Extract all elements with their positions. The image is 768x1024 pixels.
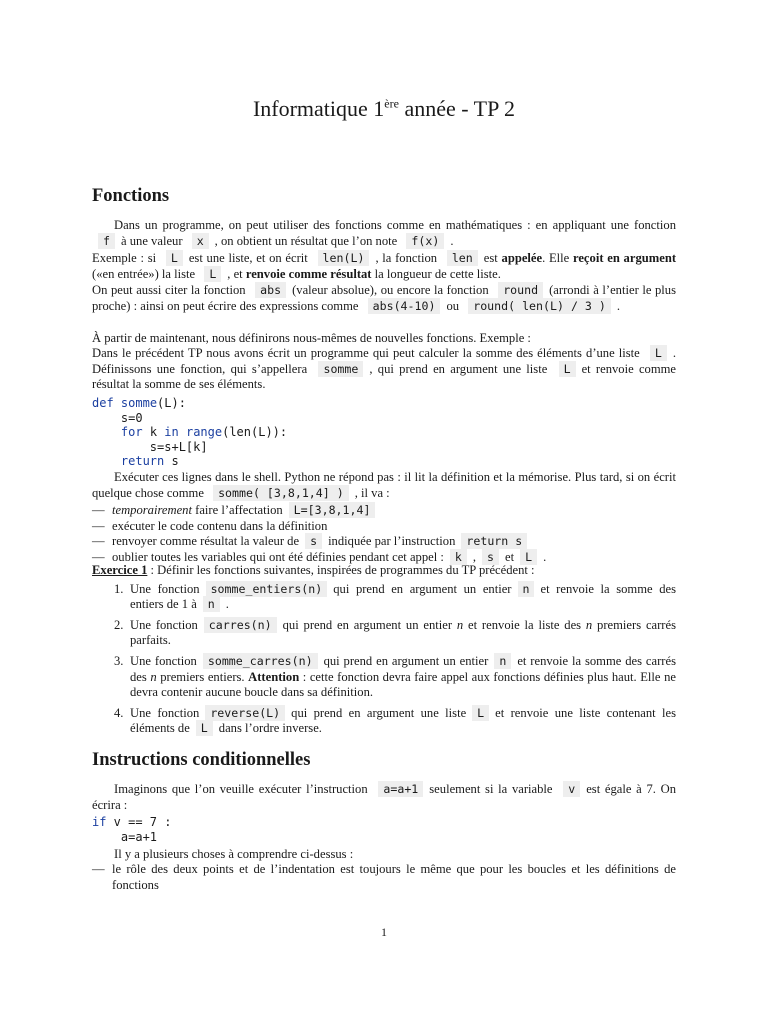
- exercise-header: Exercice 1 : Définir les fonctions suivantes, inspirées de programmes du TP précédent :: [92, 563, 535, 577]
- list-steps: [92, 503, 676, 565]
- section-heading-conditions: Instructions conditionnelles: [92, 750, 311, 770]
- code-a-increment: a=a+1: [378, 781, 423, 797]
- paragraph-example-len: Exemple : si L est une liste, et on écrit len(L) , la fonction len est appelée. Elle reçoit en argument («en entrée») la liste L , et renvoie comme résultat la longueur de cette liste.: [92, 251, 677, 281]
- list-item: — oublier toutes les variables qui ont été définies pendant cet appel : k , s et L .: [92, 550, 676, 566]
- code-len: len: [447, 250, 478, 266]
- code-function-name: somme_carres(n): [203, 653, 318, 669]
- paragraph-conditions-intro: Imaginons que l’on veuille exécuter l’instruction a=a+1 seulement si la variable v est égale à 7. On écrira :: [92, 782, 677, 812]
- title-text: Informatique 1: [252, 96, 385, 121]
- code-function-name: somme_entiers(n): [206, 581, 328, 597]
- list-item: — renvoyer comme résultat la valeur de s indiquée par l’instruction return s: [92, 534, 676, 550]
- page-number: 1: [381, 925, 387, 939]
- paragraph-somme-intro: Dans le précédent TP nous avons écrit un programme qui peut calculer la somme des éléments d’une liste L . Définissons une fonction, qui s’appellera somme , qui prend en argument une liste L et renvoie comme résultat la somme de ses éléments.: [92, 346, 677, 392]
- list-item: — exécuter le code contenu dans la définition: [92, 519, 676, 535]
- code-abs: abs: [255, 282, 286, 298]
- list-remarks: [92, 862, 676, 893]
- code-block-if: if v == 7 : a=a+1: [92, 815, 172, 844]
- code-fx: f(x): [406, 233, 444, 249]
- title-superscript: ère: [384, 96, 399, 111]
- title-suffix: année - TP 2: [398, 96, 516, 121]
- code-s: s: [482, 549, 499, 565]
- paragraph-remarks: Il y a plusieurs choses à comprendre ci-dessus :: [114, 847, 354, 861]
- code-function-name: carres(n): [204, 617, 277, 633]
- page-title: [0, 96, 768, 122]
- code-function-name: reverse(L): [205, 705, 285, 721]
- code-abs-example: abs(4-10): [368, 298, 441, 314]
- code-somme: somme: [318, 361, 363, 377]
- code-L: L: [166, 250, 183, 266]
- code-s: s: [305, 533, 322, 549]
- code-affectation: L=[3,8,1,4]: [289, 502, 376, 518]
- code-round: round: [498, 282, 543, 298]
- code-f: f: [98, 233, 115, 249]
- code-k: k: [450, 549, 467, 565]
- code-L: L: [559, 361, 576, 377]
- code-L: L: [520, 549, 537, 565]
- code-L: L: [650, 345, 667, 361]
- code-lenL: len(L): [318, 250, 370, 266]
- code-v: v: [563, 781, 580, 797]
- exercise-1: [92, 563, 676, 742]
- paragraph-execute: Exécuter ces lignes dans le shell. Python ne répond pas : il lit la définition et la mémorise. Plus tard, si on écrit quelque chose comme somme( [3,8,1,4] ) , il va :: [92, 470, 676, 500]
- list-item: — le rôle des deux points et de l’indentation est toujours le même que pour les boucles et les définitions de fonctions: [92, 862, 676, 893]
- exercise-item: 1. Une fonction somme_entiers(n) qui prend en argument un entier n et renvoie la somme des entiers de 1 à n .: [114, 581, 676, 612]
- code-somme-call: somme( [3,8,1,4] ): [213, 485, 349, 501]
- code-L: L: [204, 266, 221, 282]
- paragraph-intro: Dans un programme, on peut utiliser des fonctions comme en mathématiques : en appliquant une fonction f à une valeur x , on obtient un résultat que l’on note f(x) .: [92, 218, 676, 249]
- exercise-item: 3. Une fonction somme_carres(n) qui prend en argument un entier n et renvoie la somme des carrés des n premiers entiers. Attention : cette fonction devra faire appel aux fonctions définies plus haut. Elle ne devra contenir aucune boucle dans sa définition.: [114, 653, 676, 700]
- code-x: x: [192, 233, 209, 249]
- list-item: — temporairement faire l’affectation L=[3,8,1,4]: [92, 503, 676, 519]
- paragraph-abs-round: On peut aussi citer la fonction abs (valeur absolue), ou encore la fonction round (arrondi à l’entier le plus proche) : ainsi on peut écrire des expressions comme abs(4-10) ou round( len(L) / 3 ) .: [92, 283, 676, 313]
- paragraph-definitions: À partir de maintenant, nous définirons nous-mêmes de nouvelles fonctions. Exemple :: [92, 331, 531, 345]
- exercise-item: 4. Une fonction reverse(L) qui prend en argument une liste L et renvoie une liste contenant les éléments de L dans l’ordre inverse.: [114, 705, 676, 736]
- exercise-item: 2. Une fonction carres(n) qui prend en argument un entier n et renvoie la liste des n premiers carrés parfaits.: [114, 617, 676, 648]
- section-heading-fonctions: Fonctions: [92, 186, 170, 206]
- code-round-example: round( len(L) / 3 ): [468, 298, 611, 314]
- code-block-somme: def somme(L): s=0 for k in range(len(L)): s=s+L[k] return s: [92, 396, 288, 469]
- code-return: return s: [461, 533, 527, 549]
